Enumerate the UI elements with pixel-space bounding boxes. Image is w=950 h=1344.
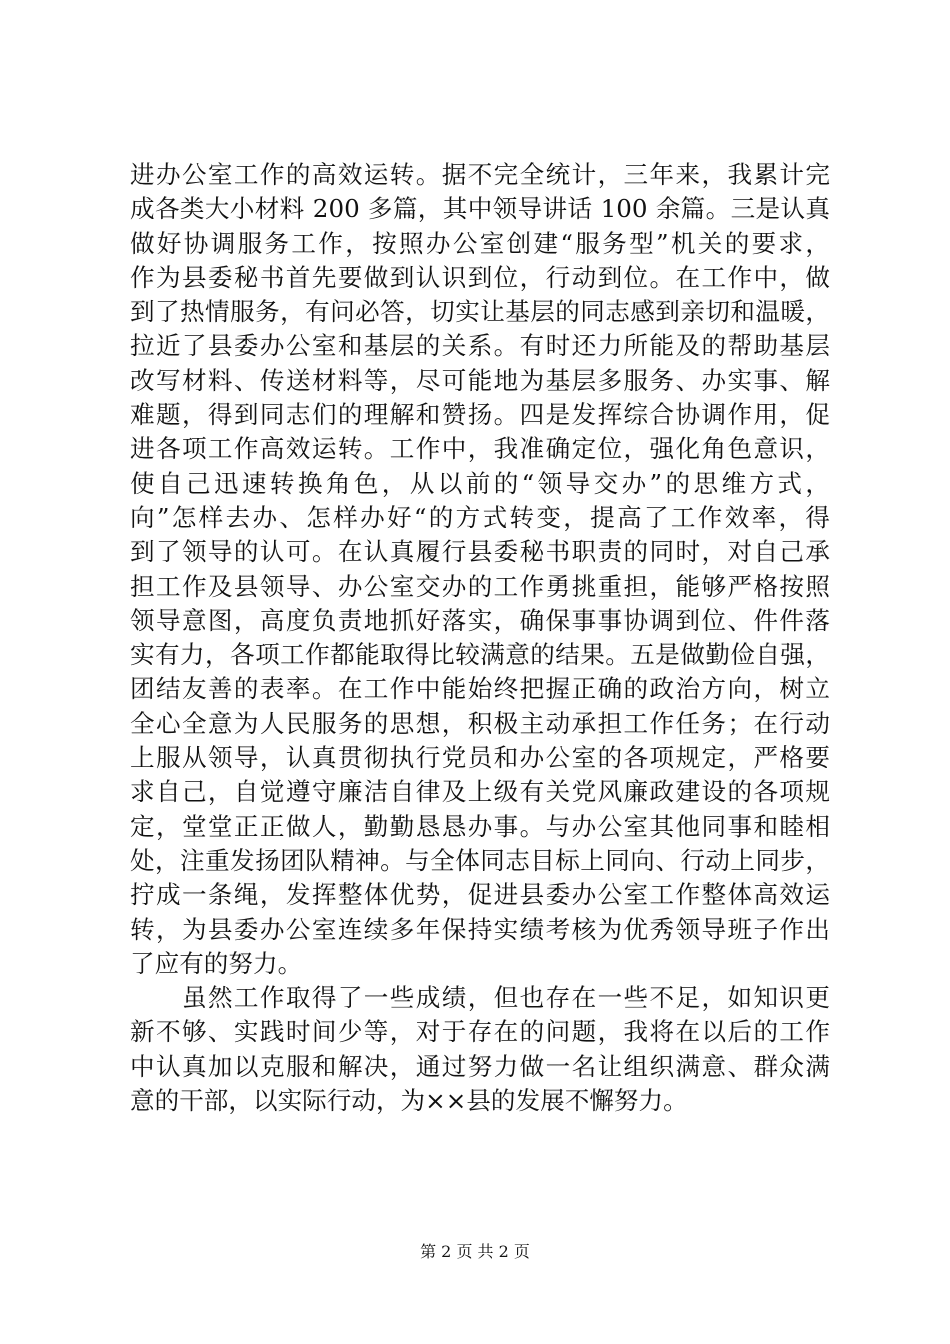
text-line: 到了热情服务，有问必答，切实让基层的同志感到亲切和温暖， — [130, 297, 830, 327]
text-line: 实有力，各项工作都能取得比较满意的结果。五是做勤俭自强， — [130, 640, 830, 670]
text-line: 求自己，自觉遵守廉洁自律及上级有关党风廉政建设的各项规 — [130, 777, 830, 807]
paragraph-end-line: 了应有的努力。 — [130, 948, 303, 978]
text-line: 成各类大小材料 200 多篇，其中领导讲话 100 余篇。三是认真 — [130, 194, 830, 224]
page-footer — [0, 1242, 950, 1262]
text-line: 领导意图，高度负责地抓好落实，确保事事协调到位、件件落 — [130, 605, 830, 635]
text-line: 担工作及县领导、办公室交办的工作勇挑重担，能够严格按照 — [130, 571, 830, 601]
text-line: 拧成一条绳，发挥整体优势，促进县委办公室工作整体高效运 — [130, 880, 830, 910]
text-line: 虽然工作取得了一些成绩，但也存在一些不足，如知识更 — [130, 983, 830, 1013]
text-line: 新不够、实践时间少等，对于存在的问题，我将在以后的工作 — [130, 1017, 830, 1047]
text-line: 到了领导的认可。在认真履行县委秘书职责的同时，对自己承 — [130, 537, 830, 567]
text-line: 向”怎样去办、怎样办好“的方式转变，提高了工作效率，得 — [130, 502, 830, 532]
paragraph-end-line: 意的干部，以实际行动，为××县的发展不懈努力。 — [130, 1086, 688, 1116]
text-line: 拉近了县委办公室和基层的关系。有时还力所能及的帮助基层 — [130, 331, 830, 361]
text-line: 使自己迅速转换角色，从以前的“领导交办”的思维方式， — [130, 468, 830, 498]
text-line: 处，注重发扬团队精神。与全体同志目标上同向、行动上同步， — [130, 845, 830, 875]
text-line: 做好协调服务工作，按照办公室创建“服务型”机关的要求， — [130, 228, 830, 258]
text-line: 定，堂堂正正做人，勤勤恳恳办事。与办公室其他同事和睦相 — [130, 811, 830, 841]
document-body — [130, 158, 830, 1118]
page-number-label: 第 2 页 共 2 页 — [420, 1242, 530, 1261]
text-line: 团结友善的表率。在工作中能始终把握正确的政治方向，树立 — [130, 674, 830, 704]
text-line: 中认真加以克服和解决，通过努力做一名让组织满意、群众满 — [130, 1051, 830, 1081]
text-line: 全心全意为人民服务的思想，积极主动承担工作任务；在行动 — [130, 708, 830, 738]
text-line: 改写材料、传送材料等，尽可能地为基层多服务、办实事、解 — [130, 365, 830, 395]
text-line: 进各项工作高效运转。工作中，我准确定位，强化角色意识， — [130, 434, 830, 464]
text-line: 转，为县委办公室连续多年保持实绩考核为优秀领导班子作出 — [130, 914, 830, 944]
text-line: 进办公室工作的高效运转。据不完全统计，三年来，我累计完 — [130, 160, 830, 189]
text-line: 难题，得到同志们的理解和赞扬。四是发挥综合协调作用，促 — [130, 400, 830, 430]
text-line: 上服从领导，认真贯彻执行党员和办公室的各项规定，严格要 — [130, 743, 830, 773]
text-line: 作为县委秘书首先要做到认识到位，行动到位。在工作中，做 — [130, 262, 830, 292]
